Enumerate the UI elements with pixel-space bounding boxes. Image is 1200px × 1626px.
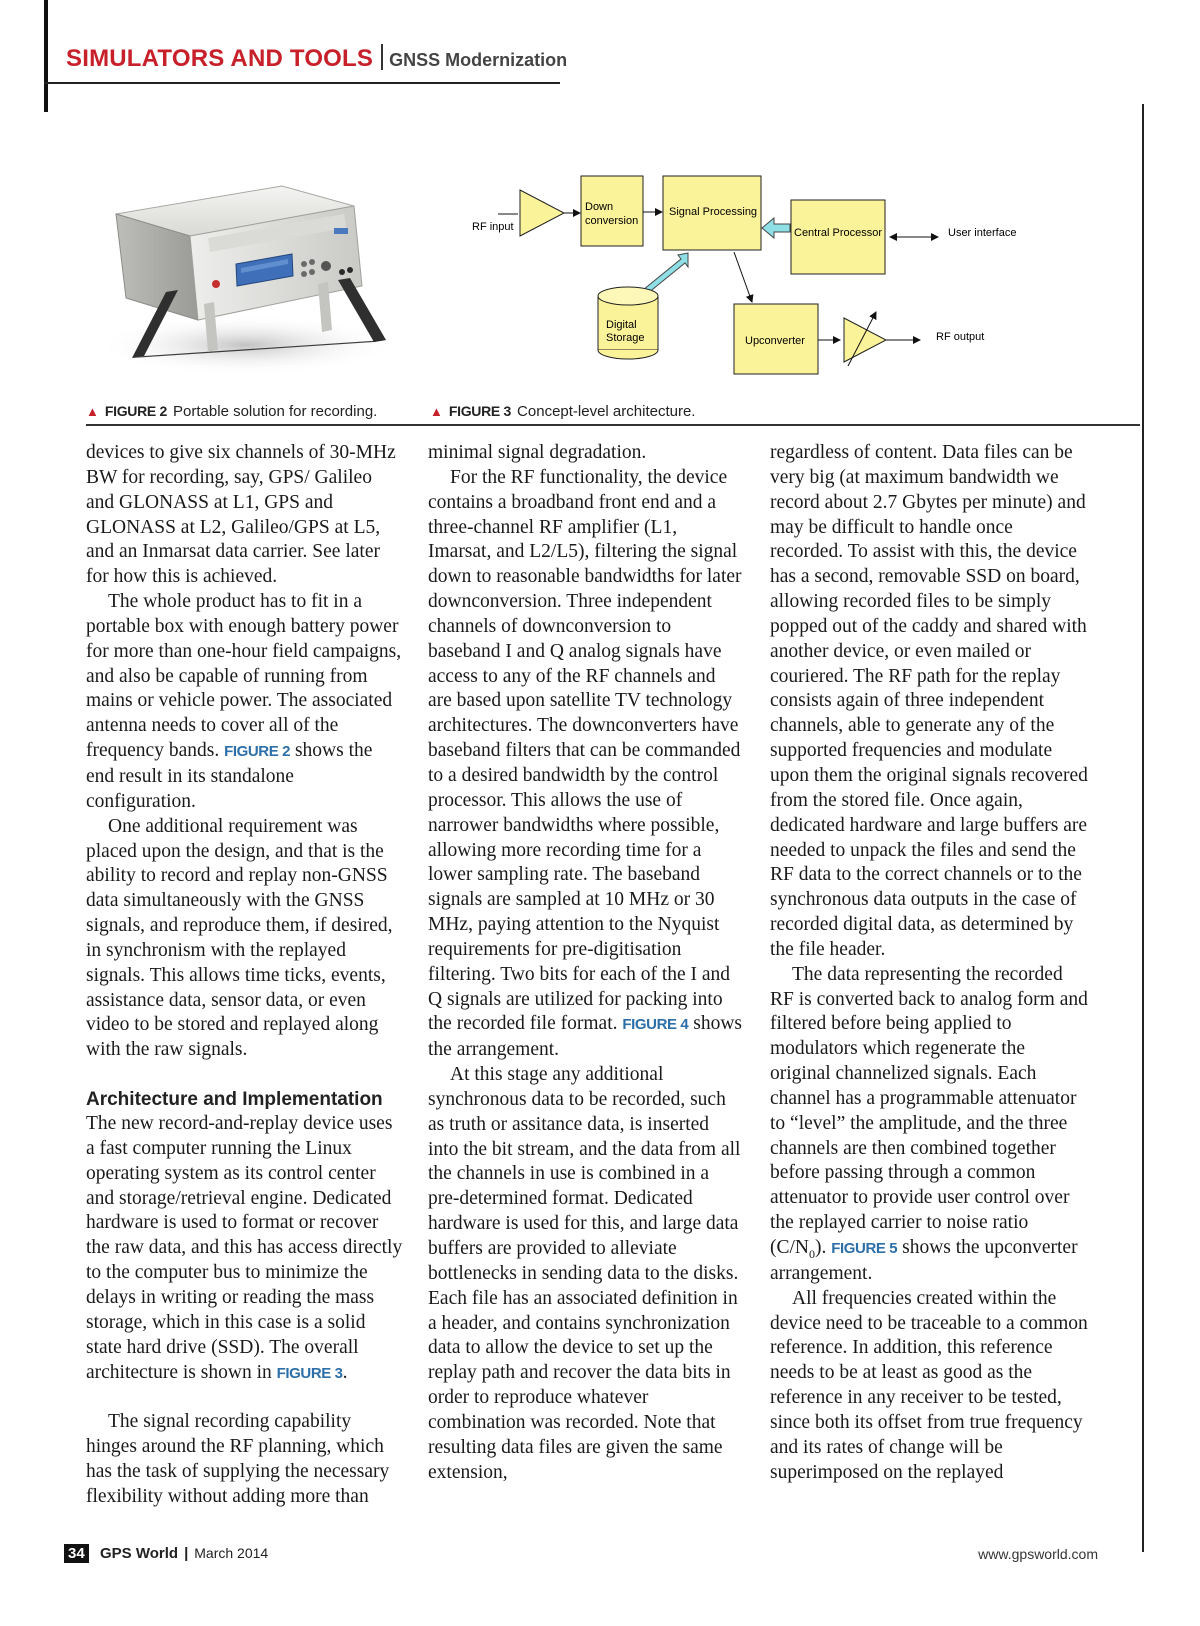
paragraph: One additional requirement was placed upon the design, and that is the ability to record and replay non-GNSS data simultaneously with the GNSS signals, and reproduce them, if desired, in synchronism with the replayed signals. This allows time ticks, events, assistance data, sensor data, or even video to be stored and replayed along with the raw signals.: [86, 815, 393, 1061]
subscript: 0: [809, 1246, 815, 1261]
header-rule: [44, 82, 560, 84]
section-title: SIMULATORS AND TOOLS: [66, 45, 374, 72]
paragraph: The signal recording capability hinges around the RF planning, which has the task of supplying the necessary flexibility without adding more than: [86, 1411, 390, 1507]
processor-link-arrow: [762, 218, 790, 238]
paragraph-text: shows the arrangement.: [428, 1013, 742, 1061]
figure-3-reference[interactable]: FIGURE 3: [276, 1364, 343, 1382]
downconversion-label-1: Down: [585, 201, 614, 213]
digital-storage-label-1: Digital: [606, 319, 637, 331]
figure-3-caption-text: Concept-level architecture.: [517, 403, 696, 420]
paragraph: devices to give six channels of 30-MHz BW for recording, say, GPS/ Galileo and GLONASS at L1, GPS and GLONASS at L2, Galileo/GPS at L5, and an Inmarsat data carrier. See later for how this is achieved.: [86, 442, 396, 588]
central-processor-label: Central Processor: [794, 227, 883, 239]
caption-triangle-icon: ▲: [86, 404, 99, 419]
page-footer: [64, 1544, 1098, 1568]
page-number: 34: [64, 1544, 89, 1563]
header-separator: [381, 44, 383, 70]
portable-recorder-illustration: [86, 180, 402, 380]
section-subtitle: GNSS Modernization: [389, 50, 568, 70]
footer-separator: |: [184, 1545, 189, 1562]
figure-2-reference[interactable]: FIGURE 2: [224, 743, 291, 761]
output-attenuator-triangle: [844, 318, 886, 362]
publication-name: GPS World: [100, 1545, 179, 1562]
figure-4-reference[interactable]: FIGURE 4: [622, 1016, 689, 1034]
paragraph-text: The data representing the recorded RF is converted back to analog form and filtered before being applied to modulators which regenerate the original channelized signals. Each channel has a programmable attenuator to “level” the amplitude, and the three channels are then combined together before passing through a common attenuator to provide user control over the replayed carrier to noise ratio (C/N: [770, 963, 1088, 1258]
digital-storage-label-2: Storage: [606, 332, 645, 344]
header-accent-bar: [44, 0, 48, 112]
paragraph: All frequencies created within the device need to be traceable to a common reference. In addition, this reference needs to be at least as good as the reference in any receiver to be tested, since both its offset from true frequency and its rates of change will be superimposed on the replayed: [770, 1287, 1088, 1483]
paragraph: [770, 963, 1088, 1287]
figure-3-diagram: [472, 176, 1138, 396]
downconversion-label-2: conversion: [585, 215, 639, 227]
paragraph: [428, 466, 742, 1063]
column-right-rule: [1142, 104, 1144, 1552]
publication-info: [100, 1545, 268, 1562]
signal-processing-label: Signal Processing: [669, 206, 758, 218]
figure-3-label: FIGURE 3: [448, 403, 512, 419]
figure-2-label: FIGURE 2: [104, 403, 168, 419]
paragraph-text: shows the end result in its standalone configuration.: [86, 740, 373, 812]
body-column-2: [428, 441, 742, 1485]
issue-date: March 2014: [194, 1545, 269, 1561]
body-column-3: [770, 441, 1088, 1485]
user-interface-label: User interface: [948, 227, 1017, 239]
paragraph: [86, 1112, 404, 1386]
paragraph-text: shows the upconverter arrangement.: [770, 1237, 1078, 1284]
paragraph: [86, 590, 404, 815]
figure-5-reference[interactable]: FIGURE 5: [831, 1240, 898, 1257]
upconverter-label: Upconverter: [745, 335, 805, 347]
caption-triangle-icon: ▲: [430, 404, 443, 419]
rf-output-label: RF output: [936, 331, 985, 343]
figure-3-caption: [430, 403, 695, 420]
section-heading: Architecture and Implementation: [86, 1089, 383, 1111]
paragraph: At this stage any additional synchronous data to be recorded, such as truth or assitance data, is inserted into the bit stream, and the data from all the channels in use is combined in a pre-determined format. Dedicated hardware is used for this, and large data buffers are provided to alleviate bottlenecks in sending data to the disks. Each file has an associated definition in a header, and contains synchronization data to allow the device to set up the replay path and recover the data bits in order to reproduce whatever combination was recorded. Note that resulting data files are given the same extension,: [428, 1064, 741, 1483]
website-url[interactable]: www.gpsworld.com: [978, 1546, 1098, 1562]
running-header: [66, 44, 567, 73]
body-column-1: [86, 441, 404, 1510]
paragraph-text: For the RF functionality, the device contains a broadband front end and a three-channel RF amplifier (L1, Imarsat, and L2/L5), filtering the signal down to reasonable bandwidths for later downconversion. Three independent channels of downconversion to baseband I and Q analog signals have access to any of the RF channels and are based upon satellite TV technology architectures. The downconverters have baseband filters that can be commanded to a desired bandwidth by the control processor. This allows the use of narrower bandwidths where possible, allowing more recording time for a lower sampling rate. The baseband signals are sampled at 10 MHz or 30 MHz, paying attention to the Nyquist requirements for pre-digitisation filtering. Two bits for each of the I and Q signals are utilized for packing into the recorded file format.: [428, 466, 742, 1035]
figure-2-caption-text: Portable solution for recording.: [173, 403, 378, 420]
caption-rule: [86, 424, 1140, 426]
paragraph-text: The new record-and-replay device uses a fast computer running the Linux operating system as its control center and storage/retrieval engine. Dedicated hardware is used to format or recover the raw data, and this has access directly to the computer bus to minimize the delays in writing or reading the mass storage, which in this case is a solid state hard drive (SSD). The overall architecture is shown in: [86, 1113, 403, 1383]
rf-input-label: RF input: [472, 221, 514, 233]
figure-2-image: [86, 180, 402, 380]
paragraph-text: .: [342, 1361, 348, 1383]
paragraph: minimal signal degradation.: [428, 442, 647, 463]
paragraph-text: The whole product has to fit in a portable box with enough battery power for more than one-hour field campaigns, and also be capable of running from mains or vehicle power. The associated antenna needs to cover all of the frequency bands.: [86, 591, 402, 762]
figure-2-caption: [86, 403, 377, 420]
input-amplifier-triangle: [520, 190, 564, 236]
architecture-block-diagram: [472, 176, 1138, 396]
paragraph: regardless of content. Data files can be very big (at maximum bandwidth we record about 2.7 Gbytes per minute) and may be difficult to handle once recorded. To assist with this, the device has a second, removable SSD on board, allowing recorded files to be simply popped out of the caddy and shared with another device, or even mailed or couriered. The RF path for the replay consists again of three independent channels, able to generate any of the supported frequencies and modulate upon them the original signals recovered from the stored file. Once again, dedicated hardware and large buffers are needed to unpack the files and send the RF data to the correct channels or to the synchronous data outputs in the case of recorded digital data, as determined by the file header.: [770, 442, 1088, 960]
paragraph-text: ).: [815, 1237, 827, 1258]
